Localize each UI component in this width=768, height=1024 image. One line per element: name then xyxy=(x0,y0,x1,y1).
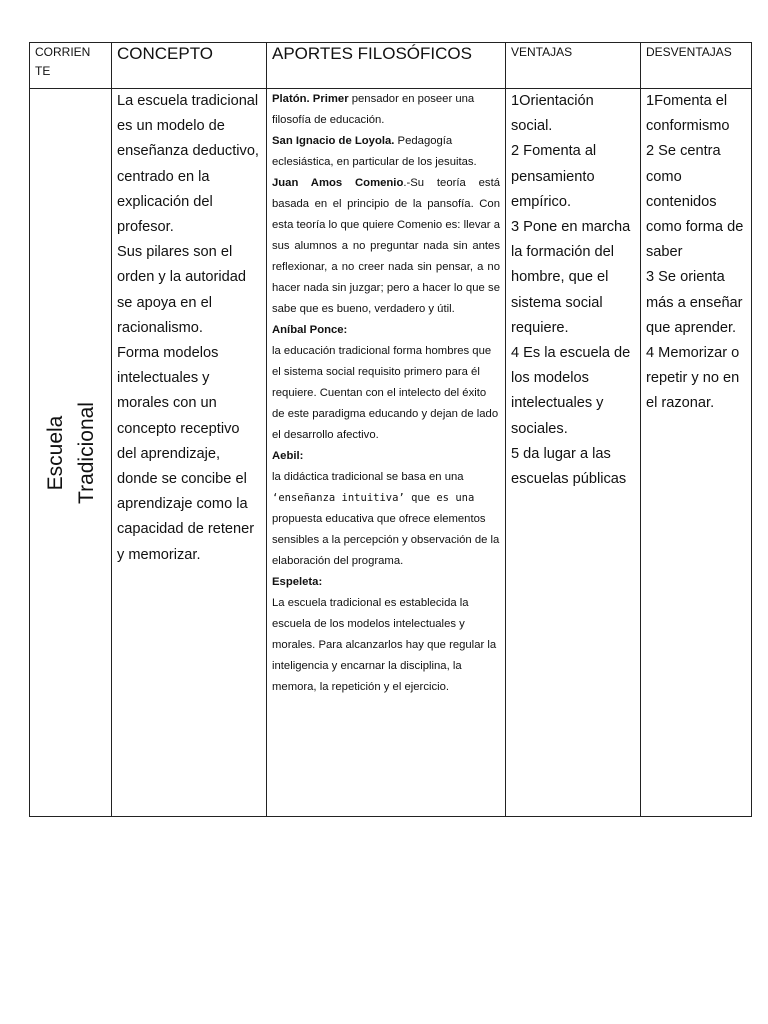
author-name: San Ignacio de Loyola. xyxy=(272,135,395,147)
aporte-platon xyxy=(272,89,500,131)
aportes-cell xyxy=(267,89,506,817)
header-concepto: CONCEPTO xyxy=(112,43,267,89)
author-text: propuesta educativa que ofrece elementos sensibles a la percepción y observación de la elaboración del programa. xyxy=(272,513,500,567)
concepto-paragraph: Sus pilares son el orden y la autoridad se apoya en el racionalismo. xyxy=(117,244,246,336)
header-ventajas: VENTAJAS xyxy=(506,43,641,89)
header-corriente: CORRIEN TE xyxy=(30,43,112,89)
ventaja-item: 3 Pone en marcha la formación del hombre, que el sistema social requiere. xyxy=(511,219,631,336)
table-row xyxy=(30,89,752,817)
header-desventajas: DESVENTAJAS xyxy=(641,43,752,89)
author-name: Aebil: xyxy=(272,450,304,462)
author-name: Juan Amos Comenio xyxy=(272,177,404,189)
aporte-aebil-title xyxy=(272,446,500,467)
comparison-table xyxy=(29,42,752,817)
author-text: la didáctica tradicional se basa en una xyxy=(272,471,464,483)
aporte-aebil xyxy=(272,467,500,572)
aporte-comenio xyxy=(272,173,500,320)
desventaja-item: 3 Se orienta más a enseñar que aprender. xyxy=(646,269,743,336)
header-aportes: APORTES FILOSÓFICOS xyxy=(267,43,506,89)
aporte-espeleta-title xyxy=(272,572,500,593)
author-text: pensador en poseer una filosofía de educación. xyxy=(272,93,475,126)
desventaja-item: 2 Se centra como contenidos como forma de saber xyxy=(646,143,744,261)
concepto-paragraph: Forma modelos intelectuales y morales con un concepto receptivo del aprendizaje, donde se concibe el aprendizaje como la capacidad de retener y memorizar. xyxy=(117,345,255,563)
aporte-espeleta: La escuela tradicional es establecida la escuela de los modelos intelectuales y morales. Para alcanzarlos hay que regular la inteligencia y encarnar la disciplina, la memora, la repetición y el ejercicio. xyxy=(272,597,497,693)
author-name: Espeleta: xyxy=(272,576,323,588)
ventaja-item: 1Orientación social. xyxy=(511,93,594,135)
desventajas-cell xyxy=(641,89,752,817)
aporte-ignacio xyxy=(272,131,500,173)
aporte-ponce: la educación tradicional forma hombres que el sistema social requisito primero para él requiere. Cuentan con el intelecto del éxito de este paradigma educando y dejan de lado el desarrollo afectivo. xyxy=(272,345,499,441)
aporte-ponce-title xyxy=(272,320,500,341)
author-name: Platón. Primer xyxy=(272,93,349,105)
corriente-label xyxy=(40,333,102,573)
corriente-line2: Tradicional xyxy=(74,401,98,504)
header-row xyxy=(30,43,752,89)
ventajas-cell xyxy=(506,89,641,817)
concepto-cell xyxy=(112,89,267,817)
author-text: .-Su teoría está basada en el principio de la pansofía. Con esta teoría lo que quiere Comenio es: llevar a sus alumnos a no preguntar nada sin antes reflexionar, a no creer nada sin pensar, a no hacer nada sin juzgar; pero a hacer lo que se sabe que es bueno, verdadero y útil. xyxy=(272,177,500,315)
author-name: Aníbal Ponce: xyxy=(272,324,348,336)
corriente-line1: Escuela xyxy=(43,415,67,490)
ventaja-item: 4 Es la escuela de los modelos intelectuales y sociales. xyxy=(511,345,631,437)
ventaja-item: 2 Fomenta al pensamiento empírico. xyxy=(511,143,597,210)
concepto-paragraph: La escuela tradicional es un modelo de enseñanza deductivo, centrado en la explicación del profesor. xyxy=(117,93,259,236)
corriente-cell xyxy=(30,89,112,817)
author-text: Pedagogía eclesiástica, en particular de los jesuitas. xyxy=(272,135,477,168)
desventaja-item: 4 Memorizar o repetir y no en el razonar. xyxy=(646,345,740,412)
author-text: ‘enseñanza intuitiva’ que es una xyxy=(272,492,475,504)
desventaja-item: 1Fomenta el conformismo xyxy=(646,93,730,135)
ventaja-item: 5 da lugar a las escuelas públicas xyxy=(511,445,627,488)
